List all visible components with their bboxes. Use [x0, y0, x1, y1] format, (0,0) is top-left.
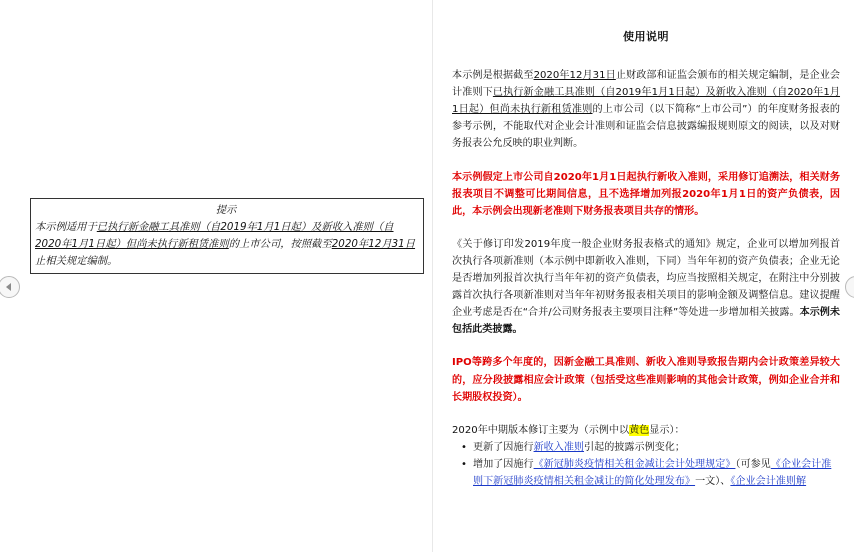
text: 增加了因施行 — [473, 458, 534, 470]
tip-text: 的上市公司，按照截至 — [228, 238, 332, 250]
text: 止财政部和证监会颁布的相关规定编制，是企业会计准则下 — [452, 70, 840, 99]
tip-date-underlined: 2020年12月31日 — [331, 238, 416, 250]
usage-paragraph-5 — [452, 422, 840, 439]
usage-paragraph-1 — [452, 67, 840, 152]
text: 《关于修订印发2019年度一般企业财务报表格式的通知》规定，企业可以增加列报首次执行各项新准则（本示例中即新收入准则，下同）当年年初的资产负债表；企业无论是否增加列报首次执行当年年初的资产负债表，均应当按照相关规定，在附注中分别披露首次执行各项新准则对当年年初财务报表相关项目的影响金额及调整信息。建议提醒企业考虑是否在“合并/公司财务报表主要项目注释”等处进一步增加相关披露。 — [452, 238, 840, 319]
usage-paragraph-3 — [452, 236, 840, 339]
tip-scope-underlined: 已执行新金融工具准则（自2019年1月1日起）及新收入准则（自2020年1月1日起）但尚未执行新租赁准则 — [35, 221, 394, 250]
text: 显示）： — [649, 424, 685, 436]
usage-paragraph-4-red: IPO等跨多个年度的，因新金融工具准则、新收入准则导致报告期内会计政策差异较大的，应分段披露相应会计政策（包括受这些准则影响的其他会计政策，例如企业合并和长期股权投资）。 — [452, 357, 840, 403]
tip-text: 止相关规定编制。 — [35, 255, 118, 267]
tip-title: 提示 — [215, 204, 237, 216]
tip-text: 本示例适用于 — [35, 221, 97, 233]
chevron-right-icon[interactable] — [845, 276, 854, 298]
usage-paragraph-2-red: 本示例假定上市公司自2020年1月1日起执行新收入准则，采用修订追溯法，相关财务报表项目不调整可比期间信息，且不选择增加列报2020年1月1日的资产负债表，因此，本示例会出现新老准则下财务报表项目共存的情形。 — [452, 171, 840, 217]
link-standard-interpretation[interactable]: 《企业会计准则解 — [730, 475, 807, 487]
text: 2020年中期版本修订主要为（示例中以 — [452, 424, 630, 436]
text: 更新了因施行 — [473, 441, 534, 453]
link-new-revenue-standard[interactable]: 新收入准则 — [533, 441, 585, 453]
text: 引起的披露示例变化； — [584, 441, 685, 453]
text: 本示例是根据截至 — [452, 70, 534, 82]
date-underlined: 2020年12月31日 — [533, 70, 616, 82]
chevron-left-icon[interactable] — [0, 276, 20, 298]
text: （可参见 — [735, 458, 771, 470]
tip-box — [30, 198, 424, 274]
list-item — [461, 439, 840, 456]
text: 一文）、 — [695, 475, 731, 487]
highlighted-word: 黄色 — [629, 424, 650, 436]
scope-underlined: 已执行新金融工具准则（自2019年1月1日起）及新收入准则（自2020年1月1日起）但尚未执行新租赁准则 — [452, 87, 841, 116]
usage-notes — [452, 28, 840, 490]
usage-title: 使用说明 — [623, 30, 669, 43]
bold-note: 本示例未包括此类披露。 — [452, 307, 841, 336]
list-item — [461, 456, 840, 490]
link-covid-rent-rules[interactable]: 《新冠肺炎疫情相关租金减让会计处理规定》 — [533, 458, 736, 470]
revision-list — [452, 439, 840, 490]
tip-body — [35, 221, 415, 267]
link-covid-rent-simplified[interactable]: 《企业会计准则下新冠肺炎疫情相关租金减让的简化处理发布》 — [473, 458, 832, 487]
text: 的上市公司（以下简称“上市公司”）的年度财务报表的参考示例，不能取代对企业会计准则和证监会信息披露编报规则原文的阅读，以及对财务报表公允反映的职业判断。 — [452, 104, 840, 150]
